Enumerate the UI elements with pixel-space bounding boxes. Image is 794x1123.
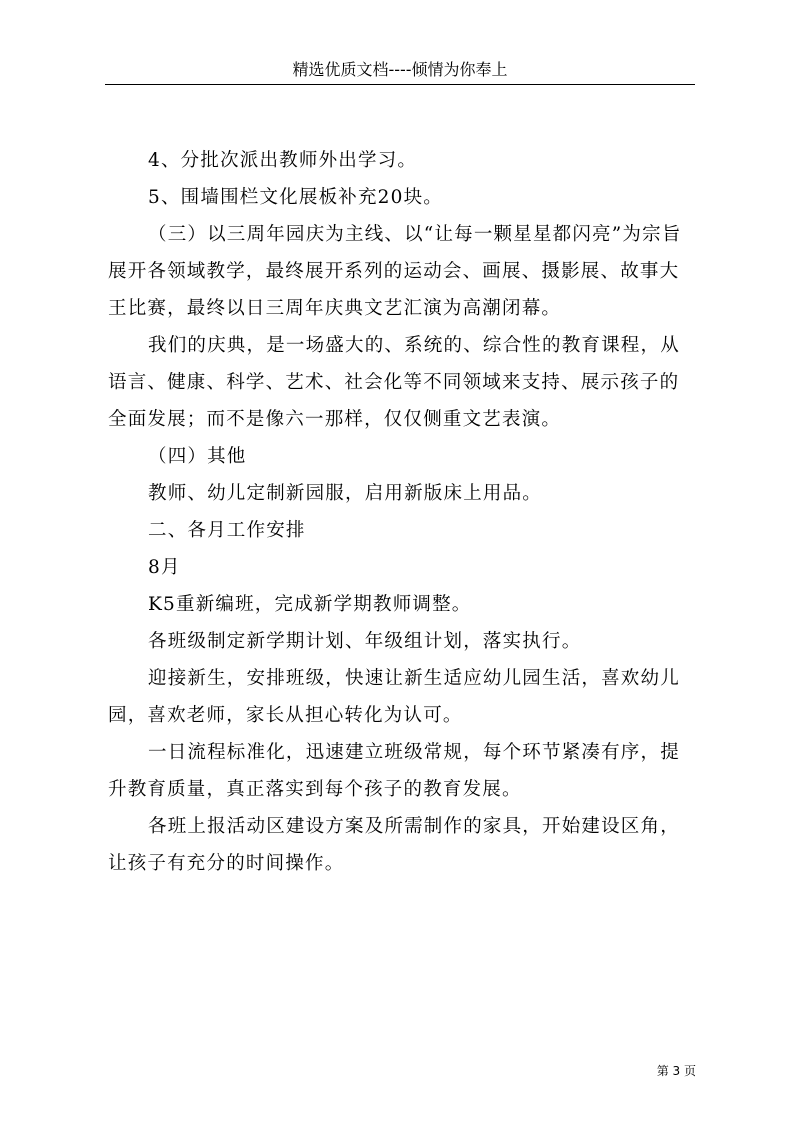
page-number: 第 3 页 xyxy=(656,1064,696,1078)
paragraph-6: 教师、幼儿定制新园服，启用新版床上用品。 xyxy=(148,483,543,504)
document-body xyxy=(108,142,696,882)
paragraph-5: （四）其他 xyxy=(148,446,247,467)
paragraph-10: 各班级制定新学期计划、年级组计划，落实执行。 xyxy=(148,631,582,652)
paragraph-9: K5重新编班，完成新学期教师调整。 xyxy=(148,594,472,615)
paragraph-1: 4、分批次派出教师外出学习。 xyxy=(148,150,418,171)
paragraph-13: 各班上报活动区建设方案及所需制作的家具，开始建设区角，让孩子有充分的时间操作。 xyxy=(108,816,680,874)
paragraph-11: 迎接新生，安排班级，快速让新生适应幼儿园生活，喜欢幼儿园，喜欢老师，家长从担心转化为认可。 xyxy=(108,668,680,726)
month-heading: 8月 xyxy=(148,557,181,578)
header-divider xyxy=(105,84,695,85)
paragraph-12: 一日流程标准化，迅速建立班级常规，每个环节紧凑有序，提升教育质量，真正落实到每个孩子的教育发展。 xyxy=(108,742,680,800)
page-header-title: 精选优质文档----倾情为你奉上 xyxy=(292,60,508,79)
section-heading: 二、各月工作安排 xyxy=(148,520,306,541)
paragraph-4: 我们的庆典，是一场盛大的、系统的、综合性的教育课程，从语言、健康、科学、艺术、社会化等不同领域来支持、展示孩子的全面发展；而不是像六一那样，仅仅侧重文艺表演。 xyxy=(108,335,680,430)
paragraph-2: 5、围墙围栏文化展板补充20块。 xyxy=(148,187,444,208)
paragraph-3: （三）以三周年园庆为主线、以“让每一颗星星都闪亮”为宗旨展开各领域教学，最终展开系列的运动会、画展、摄影展、故事大王比赛，最终以日三周年庆典文艺汇演为高潮闭幕。 xyxy=(108,224,682,319)
